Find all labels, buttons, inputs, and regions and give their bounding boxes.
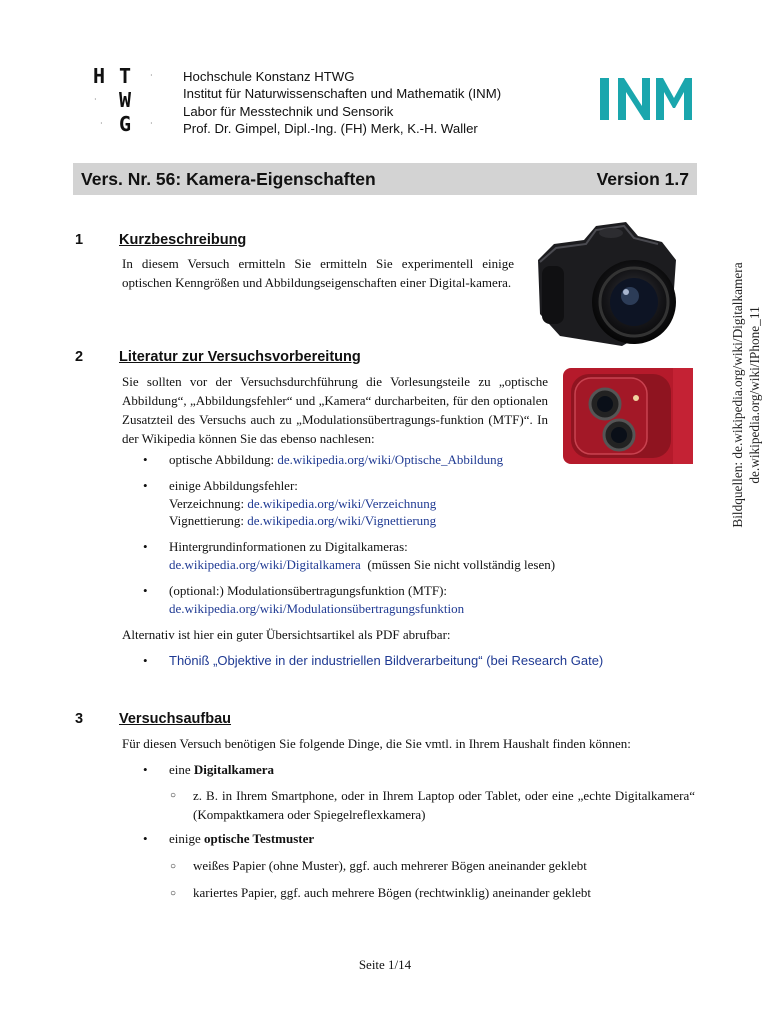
list-item-mtf	[169, 582, 464, 617]
bullet: •	[143, 762, 148, 777]
section-2-number: 2	[75, 349, 84, 365]
section-2-alternative: Alternativ ist hier ein guter Übersichtsartikel als PDF abrufbar:	[122, 627, 451, 642]
section-3-number: 3	[75, 711, 84, 727]
section-2-intro: Sie sollten vor der Versuchsdurchführung die Vorlesungsteile zu „optische Abbildung“, „Abbildungsfehler“ und „Kamera“ durcharbeiten, für den optionalen Zusatzteil des Versuchs auch zu „Modulationsübertragungs-funktion (MTF)“. In der Wikipedia können Sie das ebenso nachlesen:	[122, 374, 548, 446]
header-line-4: Prof. Dr. Gimpel, Dipl.-Ing. (FH) Merk, K.-H. Waller	[183, 121, 478, 137]
list-item-digitalkamera	[169, 761, 274, 779]
htwg-dot: ·	[100, 119, 103, 128]
sublist-item-kariertes-papier: kariertes Papier, ggf. auch mehrere Bögen (rechtwinklig) aneinander geklebt	[193, 885, 591, 900]
sub-bullet: ○	[170, 790, 177, 801]
image-credit-line-1: Bildquellen: de.wikipedia.org/wiki/Digitalkamera	[730, 262, 745, 528]
list-item-bold-label: Digitalkamera	[193, 762, 275, 777]
iphone-camera-image	[563, 368, 693, 464]
list-item-label: einige	[169, 831, 201, 846]
bullet: •	[143, 583, 148, 598]
htwg-letter-g: G	[119, 112, 132, 136]
htwg-dot: ·	[94, 95, 97, 104]
list-item-label: (optional:) Modulationsübertragungsfunktion (MTF):	[169, 583, 448, 598]
list-item-digitalkameras	[169, 538, 555, 573]
section-1-title: Kurzbeschreibung	[119, 232, 247, 248]
inm-logo	[598, 74, 696, 124]
sub-bullet: ○	[170, 888, 177, 899]
header-line-2: Institut für Naturwissenschaften und Mathematik (INM)	[183, 86, 502, 102]
link-mtf[interactable]: de.wikipedia.org/wiki/Modulationsübertragungsfunktion	[169, 600, 465, 616]
inm-logo-n	[618, 78, 650, 120]
list-item-label: Hintergrundinformationen zu Digitalkameras:	[169, 539, 408, 554]
list-item-label: Verzeichnung:	[169, 495, 245, 511]
sublist-item-weisses-papier: weißes Papier (ohne Muster), ggf. auch mehrerer Bögen aneinander geklebt	[193, 858, 587, 873]
dslr-camera-image	[526, 214, 684, 356]
link-thoeniss-pdf[interactable]: Thöniß „Objektive in der industriellen Bildverarbeitung“ (bei Research Gate)	[169, 653, 604, 668]
list-item-label: Vignettierung:	[169, 513, 245, 528]
list-item-abbildungsfehler	[169, 477, 436, 530]
inm-logo-m	[656, 78, 692, 120]
list-item-optische-abbildung	[169, 451, 503, 469]
section-3-intro: Für diesen Versuch benötigen Sie folgende Dinge, die Sie vmtl. in Ihrem Haushalt finden können:	[122, 736, 631, 751]
htwg-logo	[90, 64, 160, 136]
bullet: •	[143, 653, 148, 668]
section-3-title: Versuchsaufbau	[119, 711, 232, 727]
list-item-note: (müssen Sie nicht vollständig lesen)	[367, 556, 556, 572]
link-optische-abbildung[interactable]: de.wikipedia.org/wiki/Optische_Abbildung	[277, 452, 504, 467]
section-1-number: 1	[75, 232, 84, 248]
document-version: Version 1.7	[596, 169, 689, 189]
list-item-label: eine	[169, 762, 191, 777]
link-verzeichnung[interactable]: de.wikipedia.org/wiki/Verzeichnung	[247, 495, 437, 511]
link-vignettierung[interactable]: de.wikipedia.org/wiki/Vignettierung	[247, 513, 437, 528]
list-item-bold-label: optische Testmuster	[204, 831, 315, 846]
list-item-testmuster	[169, 830, 314, 848]
section-1-text: In diesem Versuch ermitteln Sie ermitteln Sie experimentell einige optischen Kenngrößen und Abbildungseigenschaften einer Digital-kamera.	[122, 256, 514, 290]
link-digitalkamera[interactable]: de.wikipedia.org/wiki/Digitalkamera	[169, 556, 361, 572]
sublist-item-smartphone: z. B. in Ihrem Smartphone, oder in Ihrem Laptop oder Tablet, oder eine „echte Digitalkamera“ (Kompaktkamera oder Spiegelreflexkamera)	[193, 788, 695, 822]
bullet: •	[143, 478, 148, 493]
institution-header	[183, 68, 501, 138]
image-credits	[729, 250, 763, 540]
sub-bullet: ○	[170, 861, 177, 872]
bullet: •	[143, 539, 148, 554]
section-2-title: Literatur zur Versuchsvorbereitung	[119, 349, 361, 365]
htwg-letter-w: W	[119, 88, 132, 112]
htwg-dot: ·	[150, 71, 153, 80]
list-item-label: einige Abbildungsfehler:	[169, 478, 298, 493]
htwg-letter-h: H	[93, 64, 106, 88]
header-line-3: Labor für Messtechnik und Sensorik	[183, 103, 394, 119]
htwg-letter-t: T	[119, 64, 132, 88]
page-number: Seite 1/14	[358, 957, 412, 972]
document-title: Vers. Nr. 56: Kamera-Eigenschaften	[81, 169, 376, 189]
image-credit-line-2: de.wikipedia.org/wiki/IPhone_11	[747, 306, 762, 484]
htwg-dot: ·	[150, 119, 153, 128]
inm-logo-i	[600, 78, 609, 120]
bullet: •	[143, 831, 148, 846]
list-item-label: optische Abbildung:	[169, 452, 275, 467]
bullet: •	[143, 452, 148, 467]
header-line-1: Hochschule Konstanz HTWG	[183, 69, 355, 84]
